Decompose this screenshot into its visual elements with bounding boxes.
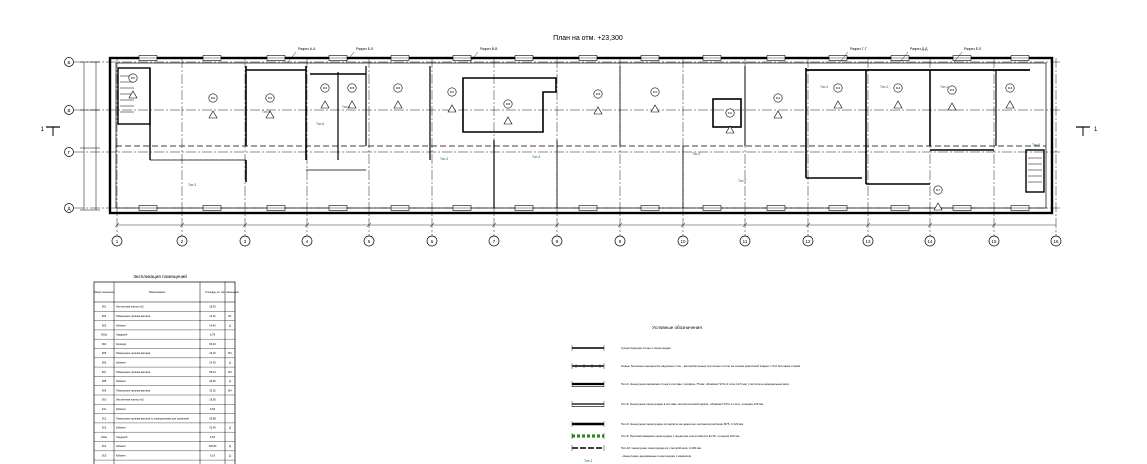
- table-cell: 35,88: [209, 417, 216, 421]
- window: [703, 206, 721, 211]
- svg-text:5: 5: [367, 239, 371, 244]
- table-cell: 915: [101, 454, 107, 458]
- table-cell: Д: [229, 380, 231, 384]
- room-marker: [129, 74, 137, 98]
- table-cell: 5,63: [209, 435, 216, 439]
- room-marker: [504, 100, 512, 124]
- window: [515, 206, 533, 211]
- table-cell: В4: [228, 352, 232, 356]
- svg-text:11: 11: [742, 239, 748, 244]
- svg-text:906: 906: [395, 87, 401, 91]
- door-type-tags: [188, 85, 1040, 187]
- grid-row-axis: [65, 148, 1061, 157]
- legend-item: [572, 363, 801, 369]
- table-cell: 18,90: [209, 305, 216, 309]
- window: [329, 206, 347, 211]
- table-cell: Помещение приема вагонов: [116, 370, 151, 374]
- svg-text:Разрез Г-Г: Разрез Г-Г: [850, 47, 867, 51]
- table-cell: 913a: [101, 435, 107, 439]
- window: [139, 56, 157, 61]
- svg-text:10: 10: [680, 239, 686, 244]
- window: [391, 206, 409, 211]
- table-cell: Кабинет: [116, 445, 126, 449]
- section-marker-left: [41, 127, 60, 136]
- legend-symbol: [572, 401, 604, 407]
- table-header: Кат. помещения: [221, 291, 239, 294]
- room-markers: [129, 74, 1014, 210]
- table-cell: Д: [229, 426, 231, 430]
- svg-text:Разрез Д-Д: Разрез Д-Д: [910, 47, 928, 51]
- window: [579, 56, 597, 61]
- window: [267, 56, 285, 61]
- table-cell: Д: [229, 361, 231, 365]
- table-cell: Коридор: [116, 342, 127, 346]
- svg-text:913: 913: [835, 87, 841, 91]
- legend-symbol: [572, 433, 604, 439]
- table-cell: Лестничная клетка №2: [116, 398, 144, 402]
- svg-text:1: 1: [1094, 127, 1098, 133]
- legend-text: Тип-4: Ненесущая каркасная стена в составе: профиль 75 мм; обшивка ГКЛ в 2 слоя 12,5 мм; утеплитель минеральная вата: [621, 382, 789, 386]
- window: [767, 56, 785, 61]
- svg-text:915: 915: [949, 89, 955, 93]
- window: [203, 56, 221, 61]
- window: [1011, 56, 1029, 61]
- room-marker: [448, 88, 456, 112]
- svg-text:4: 4: [305, 239, 309, 244]
- window: [1011, 206, 1029, 211]
- room-marker: [594, 90, 602, 114]
- svg-text:902: 902: [210, 97, 216, 101]
- table-cell: 911: [101, 407, 107, 411]
- room-marker: [1006, 84, 1014, 108]
- svg-text:Разрез В-В: Разрез В-В: [480, 47, 498, 51]
- legend-text: Тип-10: Ненесущая перегородка из стеклоблоков, t=100 мм: [621, 446, 702, 450]
- legend-text: Тип-9: Противопожарная перегородка с пределом огнестойкости EI 45, толщина 100 мм: [621, 434, 740, 438]
- window: [953, 206, 971, 211]
- svg-text:13: 13: [865, 239, 871, 244]
- legend-item: [572, 381, 789, 387]
- table-cell: 904: [101, 342, 107, 346]
- window: [267, 206, 285, 211]
- legend-item: [572, 445, 701, 451]
- svg-text:917: 917: [935, 189, 941, 193]
- table-cell: 106,84: [208, 445, 217, 449]
- table-cell: 914: [101, 445, 107, 449]
- svg-text:Д: Д: [67, 206, 71, 211]
- svg-text:3: 3: [243, 239, 247, 244]
- svg-text:Тип-3: Тип-3: [738, 179, 747, 183]
- svg-text:Разрез Б-Б: Разрез Б-Б: [356, 47, 374, 51]
- svg-text:916: 916: [1007, 87, 1013, 91]
- window: [203, 206, 221, 211]
- table-cell: 6,78: [209, 333, 216, 337]
- window: [641, 56, 659, 61]
- legend-symbol: [572, 445, 604, 451]
- legend-text: Тип-6: Ненесущая перегородка в составе: металлический каркас, обшивка ГКЛ в 2 слоя, толщина 125 мм: [621, 402, 764, 406]
- table-cell: В4: [228, 370, 232, 374]
- window: [453, 56, 471, 61]
- section-tag: [346, 47, 374, 62]
- legend-text: Новые бетонные перекрытия наружных стен - железобетонные пустотные плиты на основе кирпичной кладки, t=0,0 бетонная стяжка: [621, 364, 801, 368]
- explication-title: Экспликация помещений: [133, 274, 187, 279]
- svg-text:908: 908: [505, 103, 511, 107]
- table-cell: 912: [101, 417, 107, 421]
- interior-partitions: [118, 66, 1044, 208]
- table-cell: 906: [101, 361, 107, 365]
- grid-rows: [65, 58, 1061, 213]
- svg-text:Тип-3: Тип-3: [188, 183, 197, 187]
- legend-text: Тип-3: Ненесущая перегородка из кирпича на цементно-песчаном растворе М75, t=120 мм: [621, 422, 744, 426]
- legend-text: Существующие стены и перегородки: [621, 346, 671, 350]
- svg-text:Тип-4: Тип-4: [940, 85, 949, 89]
- window: [139, 206, 157, 211]
- room-marker: [726, 109, 734, 133]
- window: [829, 56, 847, 61]
- table-header: Площадь, м²: [205, 291, 220, 294]
- svg-text:1: 1: [115, 239, 119, 244]
- window: [641, 206, 659, 211]
- svg-text:16: 16: [1053, 239, 1059, 244]
- window: [515, 56, 533, 61]
- legend-item: [572, 345, 671, 351]
- table-cell: Помещение приема вагонов (с помещениями для хранения): [116, 417, 190, 421]
- legend-symbol: [572, 363, 604, 369]
- table-cell: Кабинет: [116, 407, 126, 411]
- table-cell: 902: [101, 314, 107, 318]
- legend: [572, 325, 801, 463]
- legend-item: [572, 421, 743, 427]
- left-dimension-chain: [80, 62, 100, 210]
- svg-text:7: 7: [492, 239, 496, 244]
- table-cell: 43,19: [209, 352, 216, 356]
- table-cell: Кабинет: [116, 454, 126, 458]
- table-cell: 36,02: [209, 380, 216, 384]
- table-cell: 18,90: [209, 398, 216, 402]
- table-header: Наименование: [148, 291, 166, 294]
- room-marker: [209, 94, 217, 118]
- table-cell: 910: [101, 398, 107, 402]
- svg-text:909: 909: [595, 93, 601, 97]
- table-cell: Помещение приема вагонов: [116, 389, 151, 393]
- svg-text:14: 14: [927, 239, 933, 244]
- table-cell: 909: [101, 389, 107, 393]
- window: [453, 206, 471, 211]
- svg-text:12: 12: [805, 239, 811, 244]
- svg-text:Г: Г: [67, 150, 71, 155]
- svg-text:901: 901: [130, 77, 136, 81]
- room-marker: [266, 94, 274, 118]
- table-cell: Д: [229, 445, 231, 449]
- windows: [139, 56, 1029, 211]
- table-cell: Помещение приема вагонов: [116, 314, 151, 318]
- room-marker: [651, 88, 659, 112]
- svg-text:Тип-6: Тип-6: [1032, 143, 1041, 147]
- table-cell: 6,84: [209, 407, 216, 411]
- table-cell: 905: [101, 352, 107, 356]
- table-cell: 907: [101, 370, 107, 374]
- table-cell: Кабинет: [116, 380, 126, 384]
- legend-item: [572, 401, 763, 407]
- table-cell: Кабинет: [116, 324, 126, 328]
- legend-item: [572, 433, 739, 439]
- table-cell: Кабинет: [116, 426, 126, 430]
- window: [329, 56, 347, 61]
- room-marker: [394, 84, 402, 108]
- svg-text:912: 912: [775, 97, 781, 101]
- table-cell: 901: [101, 305, 107, 309]
- table-cell: 58,14: [209, 370, 216, 374]
- svg-text:904: 904: [322, 87, 328, 91]
- table-cell: 908: [101, 380, 107, 384]
- svg-text:15: 15: [991, 239, 997, 244]
- drawing-title: План на отм. +23,300: [553, 35, 623, 42]
- room-marker: [948, 86, 956, 110]
- table-cell: 24,46: [209, 324, 216, 328]
- svg-text:Тип-4: Тип-4: [692, 152, 701, 156]
- svg-text:910: 910: [652, 91, 658, 95]
- table-cell: 12,31: [209, 314, 216, 318]
- svg-text:Тип-4: Тип-4: [820, 85, 829, 89]
- table-cell: Б1: [228, 314, 232, 318]
- table-cell: 903: [101, 324, 107, 328]
- table-cell: Лестничная клетка №1: [116, 305, 144, 309]
- room-marker: [934, 186, 942, 210]
- legend-symbol: [572, 381, 604, 387]
- table-cell: 24,35: [209, 361, 216, 365]
- svg-text:Разрез Е-Е: Разрез Е-Е: [964, 47, 982, 51]
- svg-text:Б: Б: [67, 60, 71, 65]
- section-marker-right: [1076, 127, 1098, 136]
- table-cell: В4: [228, 389, 232, 393]
- svg-text:911: 911: [727, 112, 733, 116]
- legend-symbol: [572, 345, 604, 351]
- window: [891, 56, 909, 61]
- legend-title: Условные обозначения: [652, 325, 702, 330]
- legend-footnote: - Ненесущие деревянные перегородки с каркасом: [621, 454, 692, 458]
- table-cell: 32,02: [209, 389, 216, 393]
- svg-text:Тип-3: Тип-3: [532, 155, 541, 159]
- window: [891, 206, 909, 211]
- window: [391, 56, 409, 61]
- table-cell: Д: [229, 324, 231, 328]
- room-marker: [321, 84, 329, 108]
- legend-symbol: [572, 421, 604, 427]
- svg-text:907: 907: [449, 91, 455, 95]
- svg-text:9: 9: [618, 239, 622, 244]
- table-cell: 6,19: [209, 454, 216, 458]
- window: [579, 206, 597, 211]
- table-cell: Кабинет: [116, 361, 126, 365]
- table-header: Номер помещения: [93, 291, 115, 294]
- window: [767, 206, 785, 211]
- table-cell: Помещение приема вагонов: [116, 352, 151, 356]
- svg-text:1: 1: [40, 127, 44, 133]
- svg-text:Тип-6: Тип-6: [262, 110, 271, 114]
- svg-text:Тип-4: Тип-4: [342, 105, 351, 109]
- svg-text:914: 914: [895, 87, 901, 91]
- room-marker: [774, 94, 782, 118]
- window: [703, 56, 721, 61]
- svg-text:В: В: [67, 108, 71, 113]
- building-outline: [110, 58, 1052, 213]
- table-cell: Гардероб: [116, 435, 128, 439]
- table-cell: 32,46: [209, 426, 216, 430]
- table-cell: 96,23: [209, 342, 216, 346]
- room-marker: [894, 84, 902, 108]
- svg-text:Тип-3: Тип-3: [440, 157, 449, 161]
- window: [829, 206, 847, 211]
- legend-footnote-tag: Тип-1: [584, 459, 593, 463]
- svg-text:2: 2: [180, 239, 184, 244]
- svg-text:Тип-4: Тип-4: [880, 85, 889, 89]
- svg-text:8: 8: [555, 239, 559, 244]
- explication-table: [94, 273, 240, 464]
- svg-text:905: 905: [349, 87, 355, 91]
- svg-text:6: 6: [430, 239, 434, 244]
- table-cell: 913: [101, 426, 107, 430]
- table-cell: 903a: [101, 333, 107, 337]
- svg-text:Тип-6: Тип-6: [316, 122, 325, 126]
- table-cell: Д: [229, 454, 231, 458]
- svg-text:903: 903: [267, 97, 273, 101]
- room-marker: [834, 84, 842, 108]
- section-tag: [288, 47, 316, 62]
- svg-text:Разрез А-А: Разрез А-А: [298, 47, 316, 51]
- table-cell: Гардероб: [116, 333, 128, 337]
